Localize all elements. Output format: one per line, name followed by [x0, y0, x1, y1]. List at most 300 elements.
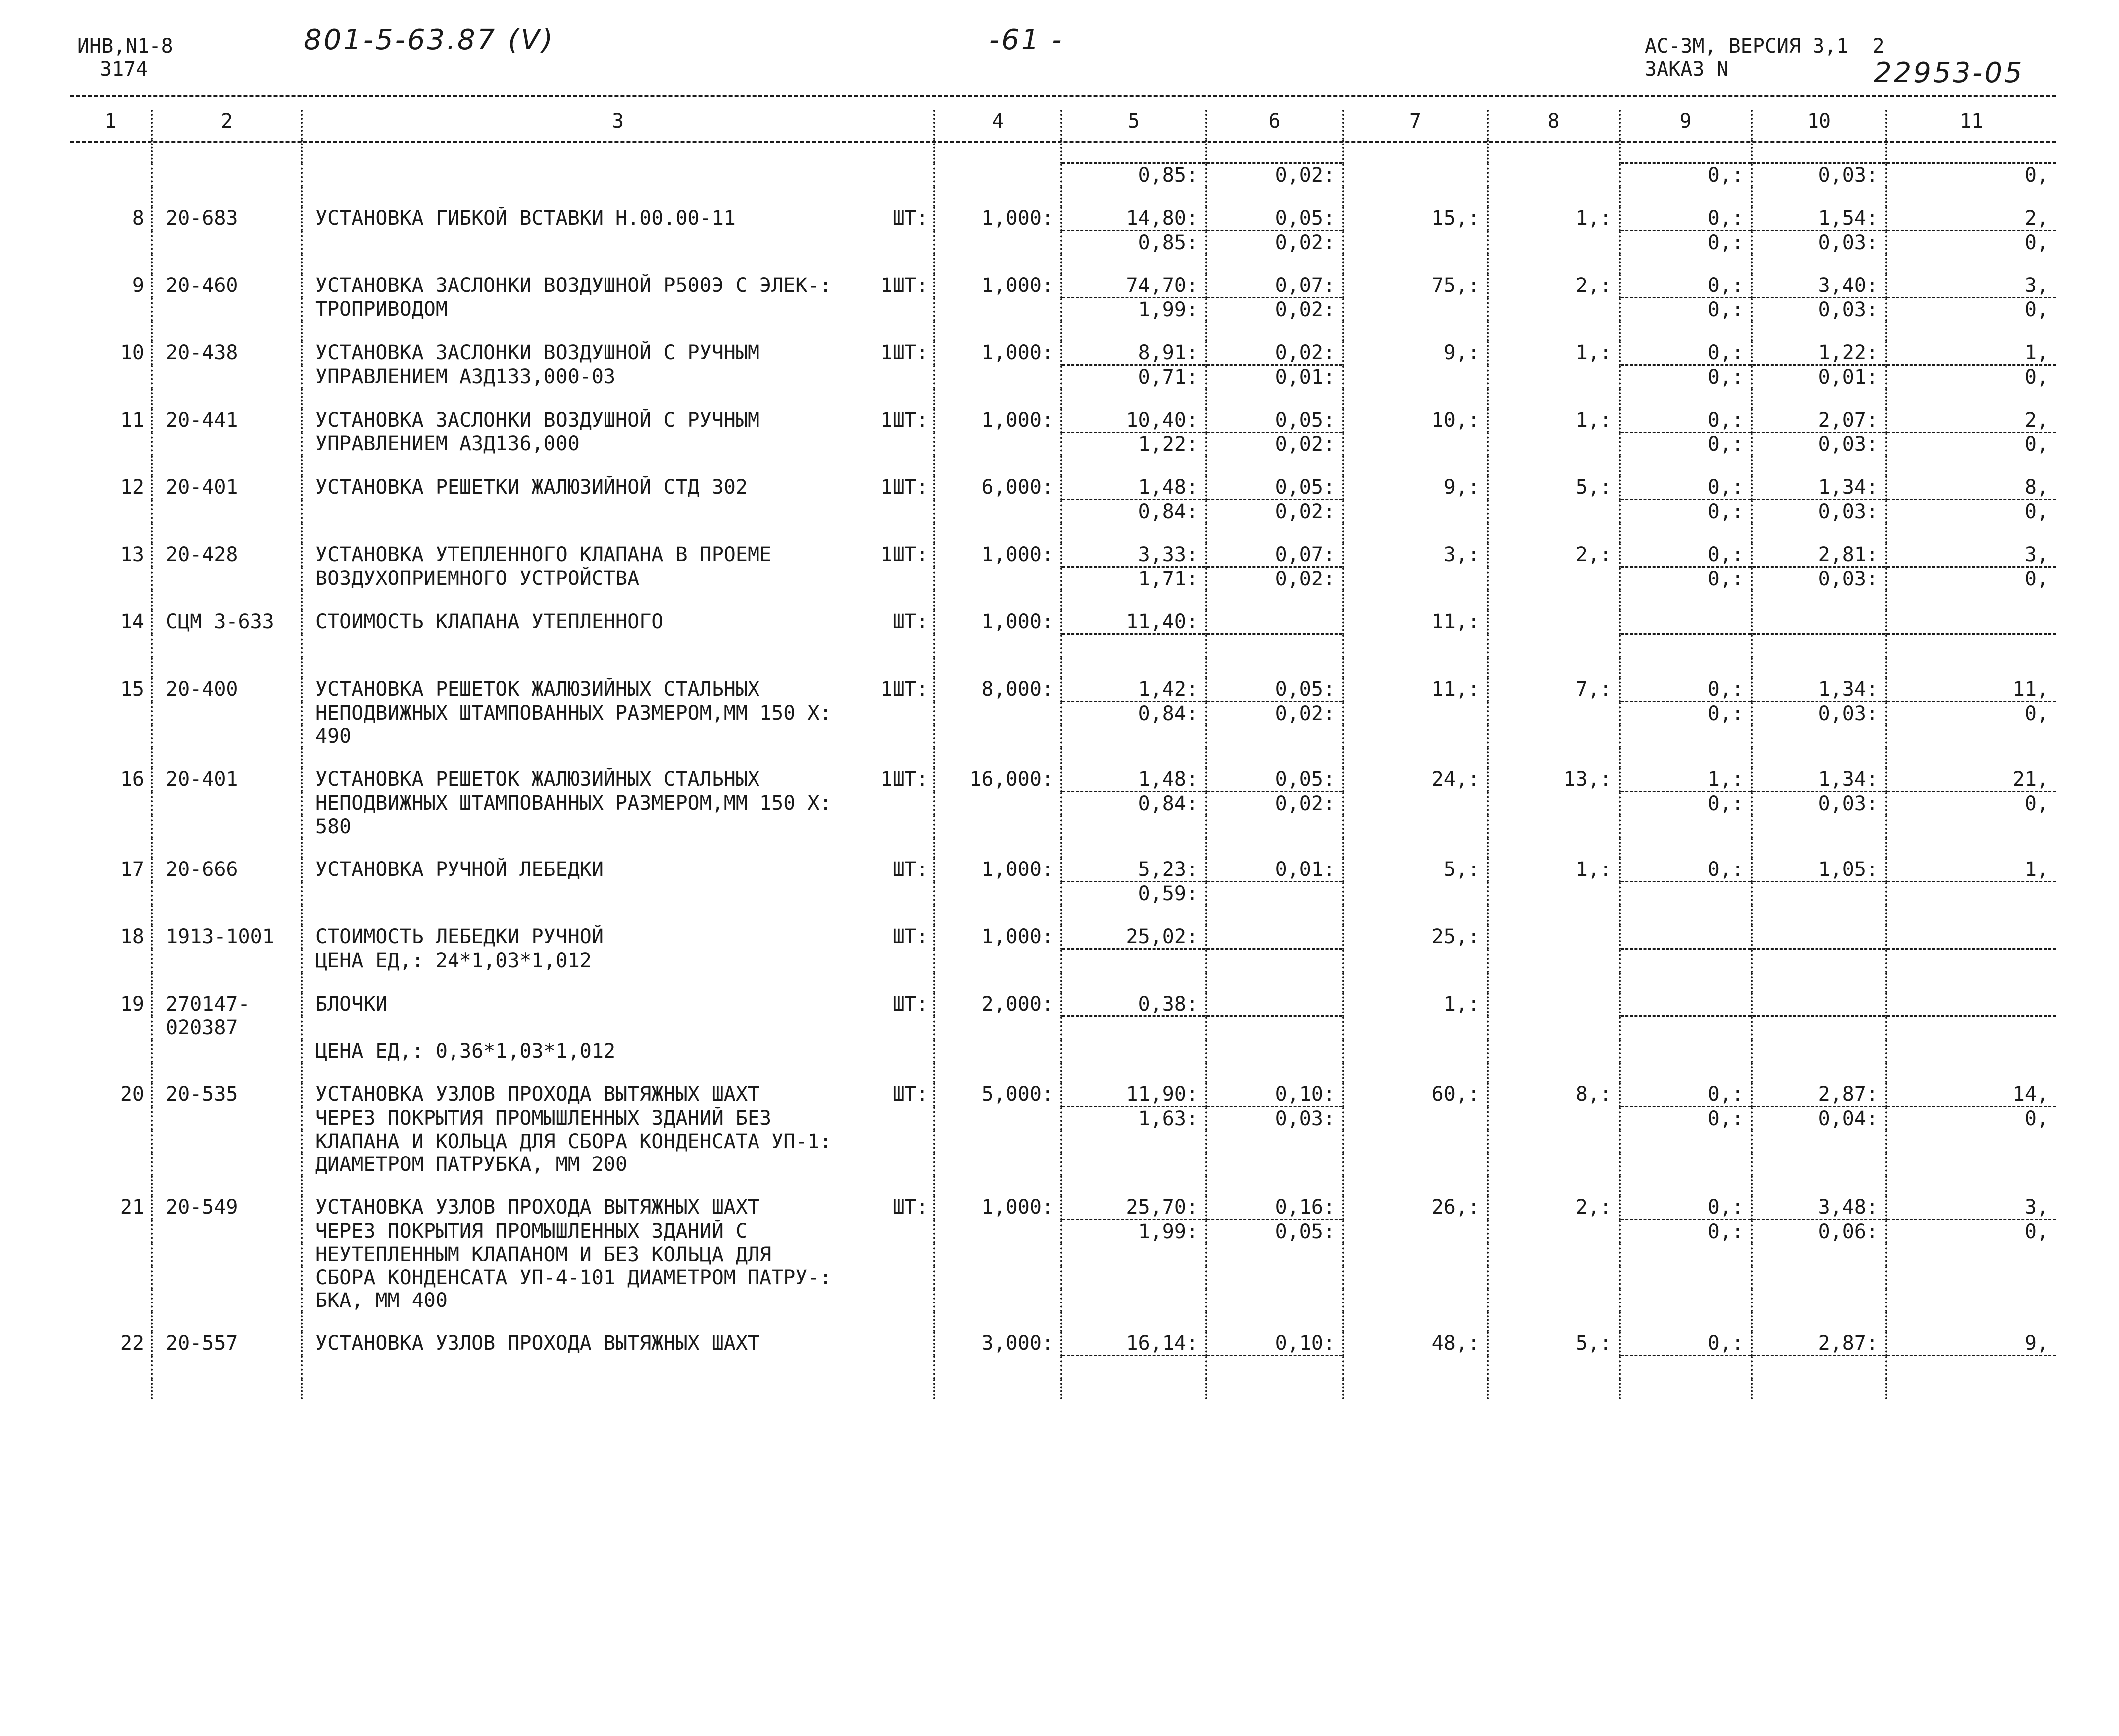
item-code	[152, 1153, 302, 1176]
cost-col10: 1,05:	[1752, 858, 1886, 882]
cost-col7: 48,:	[1343, 1332, 1488, 1356]
spacer-cell	[70, 321, 152, 341]
table-row-continuation	[70, 1220, 2056, 1244]
cost-col5: 0,84:	[1061, 500, 1206, 524]
cost-col5: 25,02:	[1061, 925, 1206, 949]
cost-col11: 2,	[1886, 207, 2056, 231]
cost-col11	[1886, 1356, 2056, 1380]
item-description: ШТ: УСТАНОВКА ГИБКОЙ ВСТАВКИ Н.00.00-11	[302, 207, 934, 231]
cost-col8	[1488, 365, 1620, 389]
cost-col10: 1,54:	[1752, 207, 1886, 231]
spacer-cell	[1206, 321, 1343, 341]
cost-col8: 5,:	[1488, 1332, 1620, 1356]
item-description: 580	[302, 815, 934, 838]
spacer-cell	[152, 748, 302, 768]
cost-col5: 8,91:	[1061, 341, 1206, 365]
cost-col9: 0,:	[1620, 1083, 1752, 1107]
cost-col8	[1488, 231, 1620, 255]
spacer-cell	[152, 1176, 302, 1196]
spacer-cell	[1343, 1379, 1488, 1399]
cost-col7	[1343, 140, 1488, 163]
cost-col10: 3,40:	[1752, 274, 1886, 298]
spacer-cell	[1343, 658, 1488, 678]
cost-col5	[1061, 634, 1206, 658]
cost-col9	[1620, 1153, 1752, 1176]
table-row	[70, 274, 2056, 298]
unit-of-measure: 1ШТ:	[880, 274, 928, 297]
cost-col6	[1206, 949, 1343, 973]
spacer-cell	[302, 1176, 934, 1196]
cost-col11	[1886, 1266, 2056, 1289]
cost-col9: 0,:	[1620, 207, 1752, 231]
row-spacer	[70, 905, 2056, 925]
item-description	[302, 231, 934, 255]
table-row-continuation	[70, 1356, 2056, 1380]
spacer-cell	[1343, 748, 1488, 768]
spacer-cell	[302, 748, 934, 768]
cost-col5	[1061, 815, 1206, 838]
spacer-cell	[152, 973, 302, 993]
row-spacer	[70, 254, 2056, 274]
spacer-cell	[1620, 838, 1752, 858]
item-description	[302, 1016, 934, 1040]
cost-col5	[1061, 1153, 1206, 1176]
item-code: 20-557	[152, 1332, 302, 1356]
spacer-cell	[152, 456, 302, 476]
cost-col6: 0,05:	[1206, 409, 1343, 433]
spacer-cell	[70, 973, 152, 993]
quantity	[934, 1130, 1061, 1153]
cost-col6	[1206, 1266, 1343, 1289]
cost-col6: 0,02:	[1206, 433, 1343, 456]
cost-col7: 3,:	[1343, 543, 1488, 567]
cost-col8	[1488, 1016, 1620, 1040]
quantity	[934, 702, 1061, 725]
row-number: 18	[120, 925, 144, 948]
unit-of-measure: 1ШТ:	[880, 476, 928, 499]
cost-col10: 2,07:	[1752, 409, 1886, 433]
item-description: ЦЕНА ЕД,: 0,36*1,03*1,012	[302, 1040, 934, 1063]
spacer-cell	[1886, 973, 2056, 993]
cost-col7	[1343, 1289, 1488, 1312]
item-code: 1913-1001	[152, 925, 302, 949]
estimate-table	[70, 110, 2056, 1399]
spacer-cell	[1620, 321, 1752, 341]
spacer-cell	[1206, 1176, 1343, 1196]
row-number: 12	[120, 476, 144, 499]
row-number	[70, 231, 152, 255]
cost-col9	[1620, 993, 1752, 1016]
spacer-cell	[1620, 1176, 1752, 1196]
spacer-cell	[152, 838, 302, 858]
table-row	[70, 1332, 2056, 1356]
spacer-cell	[302, 321, 934, 341]
unit-of-measure: ШТ:	[892, 925, 928, 948]
cost-col6: 0,02:	[1206, 298, 1343, 322]
cost-col6	[1206, 1016, 1343, 1040]
cost-col7	[1343, 1243, 1488, 1266]
spacer-cell	[934, 1312, 1061, 1332]
cost-col9	[1620, 1040, 1752, 1063]
item-description: КЛАПАНА И КОЛЬЦА ДЛЯ СБОРА КОНДЕНСАТА УП-1:	[302, 1130, 934, 1153]
item-code	[152, 792, 302, 816]
spacer-cell	[70, 523, 152, 543]
cost-col6: 0,02:	[1206, 792, 1343, 816]
spacer-cell	[934, 1379, 1061, 1399]
quantity	[934, 949, 1061, 973]
cost-col8	[1488, 1107, 1620, 1131]
cost-col6	[1206, 1289, 1343, 1312]
cost-col10	[1752, 140, 1886, 163]
cost-col10	[1752, 1040, 1886, 1063]
cost-col5: 1,71:	[1061, 567, 1206, 591]
spacer-cell	[302, 973, 934, 993]
item-code	[152, 365, 302, 389]
spacer-cell	[934, 590, 1061, 610]
cost-col9: 0,:	[1620, 702, 1752, 725]
spacer-cell	[70, 590, 152, 610]
table-row-continuation	[70, 792, 2056, 816]
row-number	[70, 1040, 152, 1063]
quantity	[934, 567, 1061, 591]
quantity	[934, 433, 1061, 456]
item-code	[152, 140, 302, 163]
spacer-cell	[1488, 1312, 1620, 1332]
item-description: ШТ: УСТАНОВКА УЗЛОВ ПРОХОДА ВЫТЯЖНЫХ ШАХТ	[302, 1196, 934, 1220]
spacer-cell	[1061, 590, 1206, 610]
column-header: 6	[1206, 110, 1343, 140]
cost-col9: 0,:	[1620, 500, 1752, 524]
cost-col5: 1,48:	[1061, 476, 1206, 500]
cost-col9: 0,:	[1620, 792, 1752, 816]
cost-col11: 8,	[1886, 476, 2056, 500]
quantity	[934, 792, 1061, 816]
cost-col8	[1488, 634, 1620, 658]
cost-col10: 0,03:	[1752, 792, 1886, 816]
row-number	[70, 949, 152, 973]
spacer-cell	[70, 748, 152, 768]
table-row	[70, 993, 2056, 1016]
cost-col9	[1620, 949, 1752, 973]
cost-col6: 0,07:	[1206, 543, 1343, 567]
cost-col11: 0,	[1886, 365, 2056, 389]
item-description: ШТ: СТОИМОСТЬ ЛЕБЕДКИ РУЧНОЙ	[302, 925, 934, 949]
quantity	[934, 1289, 1061, 1312]
cost-col9	[1620, 140, 1752, 163]
quantity	[934, 1153, 1061, 1176]
cost-col9	[1620, 1356, 1752, 1380]
item-code	[152, 634, 302, 658]
cost-col7	[1343, 1266, 1488, 1289]
item-code	[152, 1243, 302, 1266]
item-code: 20-428	[152, 543, 302, 567]
quantity	[934, 500, 1061, 524]
cost-col9: 0,:	[1620, 409, 1752, 433]
cost-col8	[1488, 1266, 1620, 1289]
cost-col5: 74,70:	[1061, 274, 1206, 298]
cost-col11: 3,	[1886, 543, 2056, 567]
item-description: 1ШТ: УСТАНОВКА ЗАСЛОНКИ ВОЗДУШНОЙ С РУЧНЫМ	[302, 341, 934, 365]
table-row-continuation	[70, 1289, 2056, 1312]
spacer-cell	[70, 1063, 152, 1083]
cost-col6: 0,05:	[1206, 207, 1343, 231]
cost-col7	[1343, 365, 1488, 389]
cost-col10: 0,03:	[1752, 231, 1886, 255]
spacer-cell	[934, 389, 1061, 409]
spacer-cell	[70, 456, 152, 476]
spacer-cell	[70, 838, 152, 858]
cost-col8	[1488, 1356, 1620, 1380]
spacer-cell	[1488, 590, 1620, 610]
quantity	[934, 1040, 1061, 1063]
cost-col10	[1752, 610, 1886, 634]
item-description: ШТ: СТОИМОСТЬ КЛАПАНА УТЕПЛЕННОГО	[302, 610, 934, 634]
quantity: 1,000:	[934, 207, 1061, 231]
item-code	[152, 433, 302, 456]
table-row-continuation	[70, 634, 2056, 658]
cost-col11	[1886, 815, 2056, 838]
item-code: СЦМ 3-633	[152, 610, 302, 634]
spacer-cell	[1488, 658, 1620, 678]
cost-col10: 0,03:	[1752, 298, 1886, 322]
cost-col9: 0,:	[1620, 543, 1752, 567]
cost-col11: 1,	[1886, 341, 2056, 365]
row-number	[70, 500, 152, 524]
row-number: 19	[120, 993, 144, 1015]
row-number: 22	[120, 1332, 144, 1355]
item-description	[302, 634, 934, 658]
table-row	[70, 678, 2056, 702]
spacer-cell	[1752, 523, 1886, 543]
unit-of-measure: 1ШТ:	[880, 543, 928, 566]
row-number	[70, 882, 152, 906]
row-number	[70, 1016, 152, 1040]
row-number	[70, 1243, 152, 1266]
item-description: 490	[302, 725, 934, 748]
spacer-cell	[1488, 1176, 1620, 1196]
cost-col5	[1061, 140, 1206, 163]
item-description: 1ШТ: УСТАНОВКА РЕШЕТОК ЖАЛЮЗИЙНЫХ СТАЛЬНЫХ	[302, 678, 934, 702]
spacer-cell	[1752, 590, 1886, 610]
spacer-cell	[1488, 1379, 1620, 1399]
spacer-cell	[70, 1176, 152, 1196]
spacer-cell	[1488, 187, 1620, 207]
cost-col7	[1343, 725, 1488, 748]
cost-col5: 25,70:	[1061, 1196, 1206, 1220]
cost-col5	[1061, 949, 1206, 973]
cost-col6	[1206, 1130, 1343, 1153]
spacer-cell	[1206, 1379, 1343, 1399]
cost-col9: 0,:	[1620, 163, 1752, 187]
item-code	[152, 163, 302, 187]
table-row-continuation	[70, 163, 2056, 187]
cost-col6: 0,01:	[1206, 858, 1343, 882]
cost-col8	[1488, 949, 1620, 973]
item-code	[152, 1130, 302, 1153]
cost-col5: 0,71:	[1061, 365, 1206, 389]
spacer-cell	[1061, 254, 1206, 274]
item-code: 020387	[152, 1016, 302, 1040]
cost-col10: 1,34:	[1752, 768, 1886, 792]
cost-col8: 5,:	[1488, 476, 1620, 500]
spacer-cell	[1206, 905, 1343, 925]
cost-col9: 0,:	[1620, 298, 1752, 322]
cost-col8: 1,:	[1488, 341, 1620, 365]
cost-col11: 3,	[1886, 274, 2056, 298]
cost-col9: 0,:	[1620, 1107, 1752, 1131]
spacer-cell	[1886, 905, 2056, 925]
cost-col10: 0,03:	[1752, 702, 1886, 725]
cost-col6	[1206, 993, 1343, 1016]
spacer-cell	[1752, 321, 1886, 341]
row-number: 15	[120, 678, 144, 701]
spacer-cell	[1620, 456, 1752, 476]
item-code	[152, 1220, 302, 1244]
spacer-cell	[1061, 905, 1206, 925]
cost-col8	[1488, 1153, 1620, 1176]
spacer-cell	[1343, 254, 1488, 274]
cost-col5	[1061, 1266, 1206, 1289]
quantity	[934, 298, 1061, 322]
cost-col7: 11,:	[1343, 610, 1488, 634]
cost-col11: 0,	[1886, 231, 2056, 255]
cost-col5: 1,22:	[1061, 433, 1206, 456]
cost-col7	[1343, 163, 1488, 187]
cost-col10: 0,01:	[1752, 365, 1886, 389]
table-row	[70, 543, 2056, 567]
cost-col9: 0,:	[1620, 1220, 1752, 1244]
cost-col6	[1206, 725, 1343, 748]
spacer-cell	[1061, 838, 1206, 858]
item-description: УПРАВЛЕНИЕМ АЗД136,000	[302, 433, 934, 456]
cost-col9	[1620, 725, 1752, 748]
cost-col5	[1061, 1243, 1206, 1266]
cost-col5: 14,80:	[1061, 207, 1206, 231]
row-spacer	[70, 523, 2056, 543]
cost-col11: 1,	[1886, 858, 2056, 882]
row-number	[70, 725, 152, 748]
spacer-cell	[152, 1063, 302, 1083]
item-code: 20-460	[152, 274, 302, 298]
cost-col10	[1752, 993, 1886, 1016]
spacer-cell	[1206, 187, 1343, 207]
row-spacer	[70, 389, 2056, 409]
cost-col7	[1343, 1130, 1488, 1153]
row-number	[70, 1220, 152, 1244]
quantity	[934, 815, 1061, 838]
cost-col5	[1061, 1016, 1206, 1040]
item-description: 1ШТ: УСТАНОВКА РЕШЕТКИ ЖАЛЮЗИЙНОЙ СТД 302	[302, 476, 934, 500]
spacer-cell	[70, 905, 152, 925]
cost-col7	[1343, 815, 1488, 838]
spacer-cell	[70, 187, 152, 207]
cost-col5	[1061, 1130, 1206, 1153]
quantity	[934, 1243, 1061, 1266]
table-row	[70, 858, 2056, 882]
item-code	[152, 1040, 302, 1063]
table-row-continuation	[70, 1130, 2056, 1153]
spacer-cell	[1488, 905, 1620, 925]
quantity	[934, 1220, 1061, 1244]
spacer-cell	[934, 456, 1061, 476]
column-header: 2	[152, 110, 302, 140]
cost-col11	[1886, 925, 2056, 949]
cost-col5: 5,23:	[1061, 858, 1206, 882]
cost-col6	[1206, 140, 1343, 163]
item-description	[302, 1356, 934, 1380]
cost-col11: 0,	[1886, 433, 2056, 456]
spacer-cell	[1206, 658, 1343, 678]
cost-col8: 1,:	[1488, 409, 1620, 433]
cost-col5: 0,59:	[1061, 882, 1206, 906]
quantity: 6,000:	[934, 476, 1061, 500]
inventory-number-2: 3174	[100, 58, 148, 81]
item-description: ШТ: УСТАНОВКА УЗЛОВ ПРОХОДА ВЫТЯЖНЫХ ШАХТ	[302, 1083, 934, 1107]
row-number	[70, 1153, 152, 1176]
spacer-cell	[1343, 321, 1488, 341]
spacer-cell	[1061, 389, 1206, 409]
spacer-cell	[1488, 1063, 1620, 1083]
cost-col7	[1343, 1356, 1488, 1380]
cost-col10	[1752, 882, 1886, 906]
quantity: 1,000:	[934, 341, 1061, 365]
page-number: -61 -	[989, 24, 1064, 56]
cost-col10: 1,22:	[1752, 341, 1886, 365]
row-spacer	[70, 658, 2056, 678]
cost-col7	[1343, 792, 1488, 816]
cost-col5: 1,99:	[1061, 298, 1206, 322]
table-row-continuation	[70, 815, 2056, 838]
spacer-cell	[1488, 748, 1620, 768]
cost-col10	[1752, 1266, 1886, 1289]
item-description: НЕПОДВИЖНЫХ ШТАМПОВАННЫХ РАЗМЕРОМ,ММ 150 Х:	[302, 702, 934, 725]
cost-col7: 11,:	[1343, 678, 1488, 702]
row-spacer	[70, 321, 2056, 341]
cost-col5: 11,40:	[1061, 610, 1206, 634]
table-row-continuation	[70, 298, 2056, 322]
cost-col9	[1620, 1289, 1752, 1312]
cost-col10	[1752, 1243, 1886, 1266]
cost-col8: 1,:	[1488, 858, 1620, 882]
item-description	[302, 882, 934, 906]
table-row	[70, 140, 2056, 163]
cost-col11	[1886, 993, 2056, 1016]
spacer-cell	[1061, 748, 1206, 768]
table-row-continuation	[70, 433, 2056, 456]
item-code	[152, 231, 302, 255]
spacer-cell	[152, 389, 302, 409]
cost-col9	[1620, 634, 1752, 658]
spacer-cell	[1206, 748, 1343, 768]
cost-col10	[1752, 1153, 1886, 1176]
spacer-cell	[1488, 838, 1620, 858]
spacer-cell	[1752, 1379, 1886, 1399]
spacer-cell	[302, 658, 934, 678]
table-row	[70, 768, 2056, 792]
item-code	[152, 949, 302, 973]
spacer-cell	[934, 1063, 1061, 1083]
spacer-cell	[1886, 658, 2056, 678]
document-code: 801-5-63.87 (V)	[304, 24, 555, 56]
spacer-cell	[1620, 973, 1752, 993]
spacer-cell	[1061, 456, 1206, 476]
quantity	[934, 365, 1061, 389]
cost-col5: 0,85:	[1061, 163, 1206, 187]
cost-col9	[1620, 1266, 1752, 1289]
row-spacer	[70, 590, 2056, 610]
row-spacer	[70, 187, 2056, 207]
cost-col5: 16,14:	[1061, 1332, 1206, 1356]
